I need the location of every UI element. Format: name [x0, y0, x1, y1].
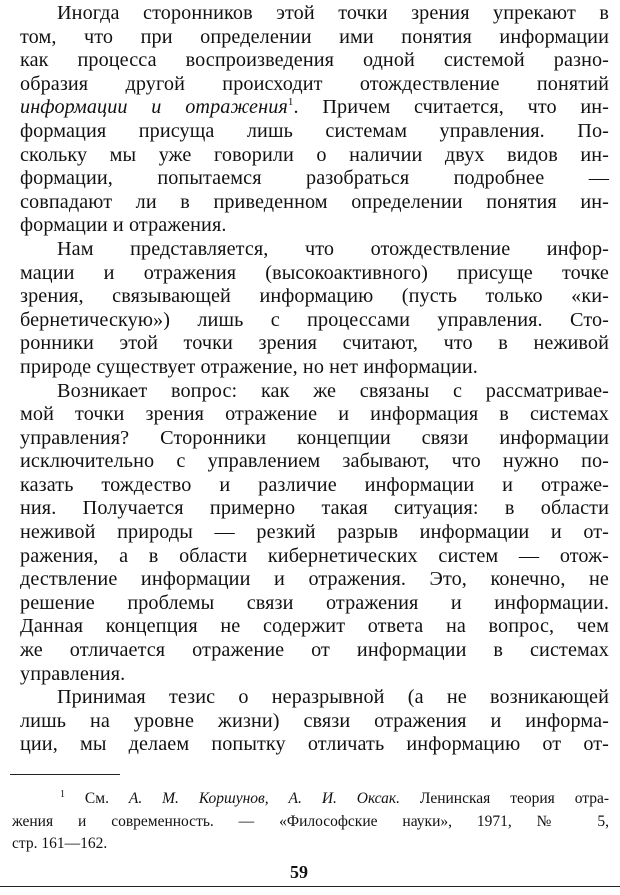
text-line: скольку мы уже говорили о наличии двух видов ин- — [20, 143, 609, 166]
footnote-line — [12, 788, 609, 811]
text-line: ния. Получается примерно такая ситуация: в области — [20, 497, 609, 520]
footnote-ref[interactable]: 1 — [287, 96, 294, 109]
text-line: дествление информации и отражения. Это, конечно, не — [20, 568, 609, 591]
text-line: формации и отражения. — [20, 214, 227, 237]
text-run: См. — [65, 790, 129, 807]
footnote-divider — [10, 774, 120, 775]
footnote-authors: А. М. Коршунов, А. И. Оксак. — [128, 790, 401, 807]
text-line: управления? Сторонники концепции связи информации — [20, 426, 609, 449]
text-line: формации, попытаемся разобраться подробнее — — [20, 167, 609, 190]
text-line: управления. — [20, 662, 126, 685]
text-line: исключительно с управлением забывают, что нужно по- — [20, 450, 609, 473]
text-line: бернетическую») лишь с процессами управления. Сто- — [20, 308, 609, 331]
text-line: Возникает вопрос: как же связаны с рассматривае- — [57, 379, 609, 402]
footnote — [12, 788, 609, 856]
text-line: лишь на уровне жизни) связи отражения и информа- — [20, 709, 609, 732]
text-line: том, что при определении ими понятия информации — [20, 25, 609, 48]
text-line: зрения, связывающей информацию (пусть только «ки- — [20, 285, 609, 308]
text-line: Иногда сторонников этой точки зрения упрекают в — [57, 2, 609, 24]
footnote-line: жения и современность. — «Философские науки», 1971, № 5, — [12, 812, 609, 830]
text-line: образия другой происходит отождествление понятий — [20, 72, 609, 95]
text-line: Данная концепция не содержит ответа на вопрос, чем — [20, 615, 609, 638]
page-number: 59 — [290, 862, 308, 882]
text-line: казать тождество и различие информации и отраже- — [20, 473, 609, 496]
text-line: же отличается отражение от информации в системах — [20, 639, 609, 662]
text-line: Принимая тезис о неразрывной (а не возникающей — [57, 686, 609, 709]
bottom-rule — [0, 886, 620, 887]
italic-term: информации и отражения — [20, 96, 288, 119]
text-line: решение проблемы связи отражения и информации. — [20, 591, 609, 614]
text-line: совпадают ли в приведенном определении понятия ин- — [20, 190, 609, 213]
text-line: ронники этой точки зрения считают, что в неживой — [20, 332, 609, 355]
main-text — [20, 2, 609, 757]
text-line: мации и отражения (высокоактивного) присуще точке — [20, 261, 609, 284]
text-line: природе существует отражение, но нет информации. — [20, 355, 478, 378]
text-line: Нам представляется, что отождествление инфор- — [57, 237, 609, 260]
text-line: ражения, а в области кибернетических систем — отож- — [20, 544, 609, 567]
footnote-marker: 1 — [60, 789, 65, 800]
footnote-line: стр. 161—162. — [12, 835, 108, 852]
text-line: неживой природы — резкий разрыв информации и от- — [20, 521, 609, 544]
text-line — [20, 96, 609, 120]
text-run: . Причем считается, что ин- — [293, 96, 610, 119]
text-line: ции, мы делаем попытку отличать информацию от от- — [20, 733, 609, 756]
text-line: как процесса воспроизведения одной системой разно- — [20, 49, 609, 72]
text-run: Ленинская теория отра- — [400, 790, 609, 807]
text-line: мой точки зрения отражение и информация в системах — [20, 403, 609, 426]
text-line: формация присуща лишь системам управления. По- — [20, 119, 609, 142]
